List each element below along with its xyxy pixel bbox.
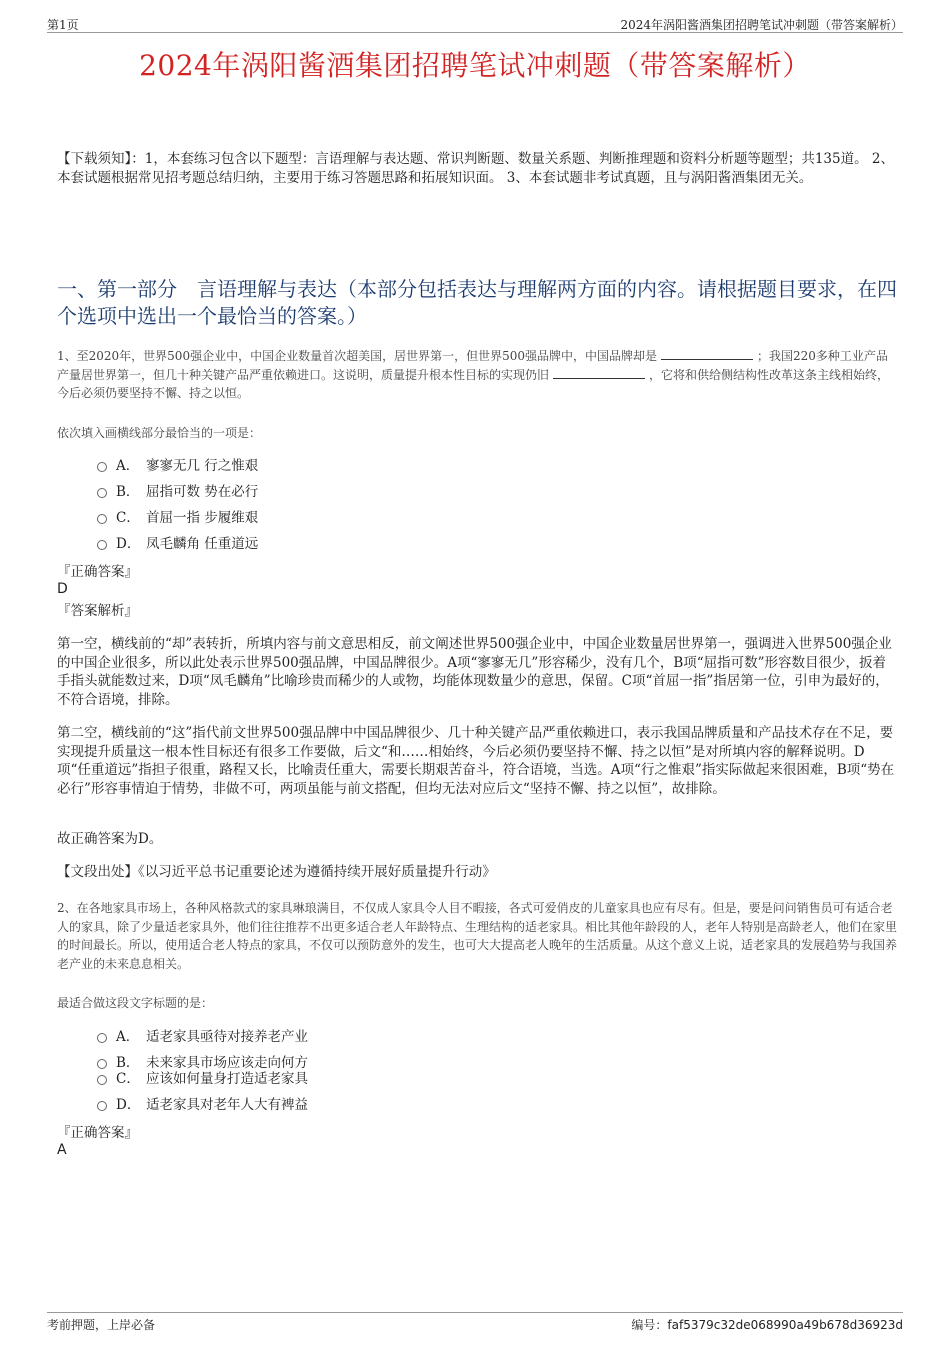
analysis-paragraph: 第二空，横线前的“这”指代前文世界500强品牌中中国品牌很少、几十种关键产品严重依赖进口，表示我国品牌质量和产品技术存在不足，要实现提升质量这一根本性目标还有很多工作要做，后文“和……相始终，今后必须仍要坚持不懈、持之以恒”是对所填内容的解释说明。D项“任重道远”指担子很重，路程又长，比喻责任重大，需要长期艰苦奋斗，符合语境，当选。A项“行之惟艰”指实际做起来很困难，B项“势在必行”形容事情迫于情势，非做不可，两项虽能与前文搭配，但均无法对应后文“坚持不懈、持之以恒”，故排除。 xyxy=(57,725,895,797)
q2-option-d[interactable]: D． 适老家具对老年人大有裨益 xyxy=(97,1095,308,1115)
q1-option-d[interactable]: D． 凤毛麟角 任重道远 xyxy=(97,534,258,554)
radio-icon[interactable] xyxy=(97,1033,107,1043)
answer-value: A xyxy=(57,1142,67,1158)
document-code: 编号：faf5379c32de068990a49b678d36923d xyxy=(631,1318,903,1332)
q2-option-b[interactable]: B． 未来家具市场应该走向何方 xyxy=(97,1053,308,1073)
footer-slogan: 考前押题，上岸必备 xyxy=(47,1318,156,1332)
radio-icon[interactable] xyxy=(97,462,107,472)
conclusion: 故正确答案为D。 xyxy=(57,831,163,847)
analysis-label: 『答案解析』 xyxy=(57,603,138,619)
q2-option-c[interactable]: C． 应该如何量身打造适老家具 xyxy=(97,1069,308,1089)
radio-icon[interactable] xyxy=(97,514,107,524)
answer-label: 『正确答案』 xyxy=(57,564,138,580)
answer-value: D xyxy=(57,581,68,597)
answer-label: 『正确答案』 xyxy=(57,1125,138,1141)
analysis-paragraph: 第一空，横线前的“却”表转折，所填内容与前文意思相反，前文阐述世界500强企业中，中国企业数量居世界第一，强调进入世界500强企业的中国企业很多，所以此处表示世界500强品牌，中国品牌很少。A项“寥寥无几”形容稀少，没有几个，B项“屈指可数”形容数目很少，扳着手指头就能数过来，D项“凤毛麟角”比喻珍贵而稀少的人或物，均能体现数量少的意思，保留。C项“首屈一指”指居第一位，引申为最好的，不符合语境，排除。 xyxy=(57,636,892,708)
document-title: 2024年涡阳酱酒集团招聘笔试冲刺题（带答案解析） xyxy=(139,49,811,82)
q1-option-b[interactable]: B． 屈指可数 势在必行 xyxy=(97,482,258,502)
page-header xyxy=(47,16,903,33)
radio-icon[interactable] xyxy=(97,488,107,498)
radio-icon[interactable] xyxy=(97,1101,107,1111)
blank-line xyxy=(661,348,753,360)
blank-line xyxy=(553,367,645,379)
q1-option-c[interactable]: C． 首屈一指 步履维艰 xyxy=(97,508,258,528)
download-notice: 【下载须知】：1，本套练习包含以下题型：言语理解与表达题、常识判断题、数量关系题、判断推理题和资料分析题等题型；共135道。 2、本套试题根据常见招考题总结归纳，主要用于练习答题思路和拓展知识面。 3、本套试题非考试真题，且与涡阳酱酒集团无关。 xyxy=(57,151,894,186)
source-citation: 【文段出处】《以习近平总书记重要论述为遵循持续开展好质量提升行动》 xyxy=(57,864,496,880)
question-1-prompt: 依次填入画横线部分最恰当的一项是： xyxy=(57,426,262,440)
question-2-prompt: 最适合做这段文字标题的是： xyxy=(57,996,214,1010)
header-doc-title: 2024年涡阳酱酒集团招聘笔试冲刺题（带答案解析） xyxy=(620,18,903,32)
q1-option-a[interactable]: A． 寥寥无几 行之惟艰 xyxy=(97,456,258,476)
radio-icon[interactable] xyxy=(97,1075,107,1085)
radio-icon[interactable] xyxy=(97,1059,107,1069)
radio-icon[interactable] xyxy=(97,540,107,550)
page-footer xyxy=(47,1312,903,1332)
q2-option-a[interactable]: A． 适老家具亟待对接养老产业 xyxy=(97,1027,308,1047)
question-1-text: 1、至2020年，世界500强企业中，中国企业数量首次超美国，居世界第一，但世界500强品牌中，中国品牌却是 ；我国220多种工业产品产量居世界第一，但几十种关键产品严重依赖进口。这说明，质量提升根本性目标的实现仍旧 ，它将和供给侧结构性改革这条主线相始终，今后必须仍要坚持不懈、持之以恒。 xyxy=(57,349,890,400)
question-2-text: 2、在各地家具市场上，各种风格款式的家具琳琅满目，不仅成人家具令人目不暇接，各式可爱俏皮的儿童家具也应有尽有。但是，要是问问销售员可有适合老人的家具，除了少量适老家具外，他们往往推荐不出更多适合老人年龄特点、生理结构的适老家具。相比其他年龄段的人，老年人特别是高龄老人，他们在家里的时间最长。所以，使用适合老人特点的家具，不仅可以预防意外的发生，也可大大提高老人晚年的生活质量。从这个意义上说，适老家具的发展趋势与我国养老产业的未来息息相关。 xyxy=(57,901,898,971)
page-number: 第1页 xyxy=(47,18,79,32)
section-heading: 一、第一部分 言语理解与表达（本部分包括表达与理解两方面的内容。请根据题目要求，在四个选项中选出一个最恰当的答案。） xyxy=(57,277,897,328)
